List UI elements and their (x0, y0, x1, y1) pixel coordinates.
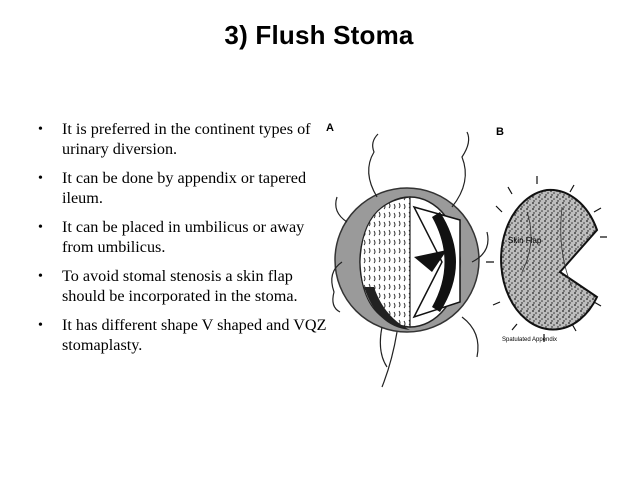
bullet-text: It can be placed in umbilicus or away from umbilicus. (62, 218, 305, 256)
figure-label-b: B (496, 126, 504, 138)
bullet-item (38, 218, 338, 257)
bullet-item (38, 316, 338, 355)
bullet-item (38, 267, 338, 306)
skin-flap-label: Skin Flap (508, 236, 542, 245)
stoma-drawing (322, 112, 622, 402)
bullet-text: It can be done by appendix or tapered ileum. (62, 169, 307, 207)
bullet-text: To avoid stomal stenosis a skin flap should be incorporated in the stoma. (62, 267, 298, 305)
bullet-text: It is preferred in the continent types of urinary diversion. (62, 120, 311, 158)
figure-b (486, 176, 607, 342)
bullet-dot: • (38, 122, 43, 137)
bullet-dot: • (38, 220, 43, 235)
bullet-dot: • (38, 269, 43, 284)
figure-a (332, 132, 488, 387)
bullet-text: It has different shape V shaped and VQZ stomaplasty. (62, 316, 327, 354)
bullet-dot: • (38, 318, 43, 333)
bullet-list (38, 120, 338, 365)
bullet-dot: • (38, 171, 43, 186)
bullet-item (38, 120, 338, 159)
slide-title: 3) Flush Stoma (224, 20, 414, 50)
stoma-illustration (322, 112, 622, 407)
appendix-caption: Spatulated Appendix (502, 337, 558, 343)
bullet-item (38, 169, 338, 208)
figure-label-a: A (326, 122, 334, 134)
